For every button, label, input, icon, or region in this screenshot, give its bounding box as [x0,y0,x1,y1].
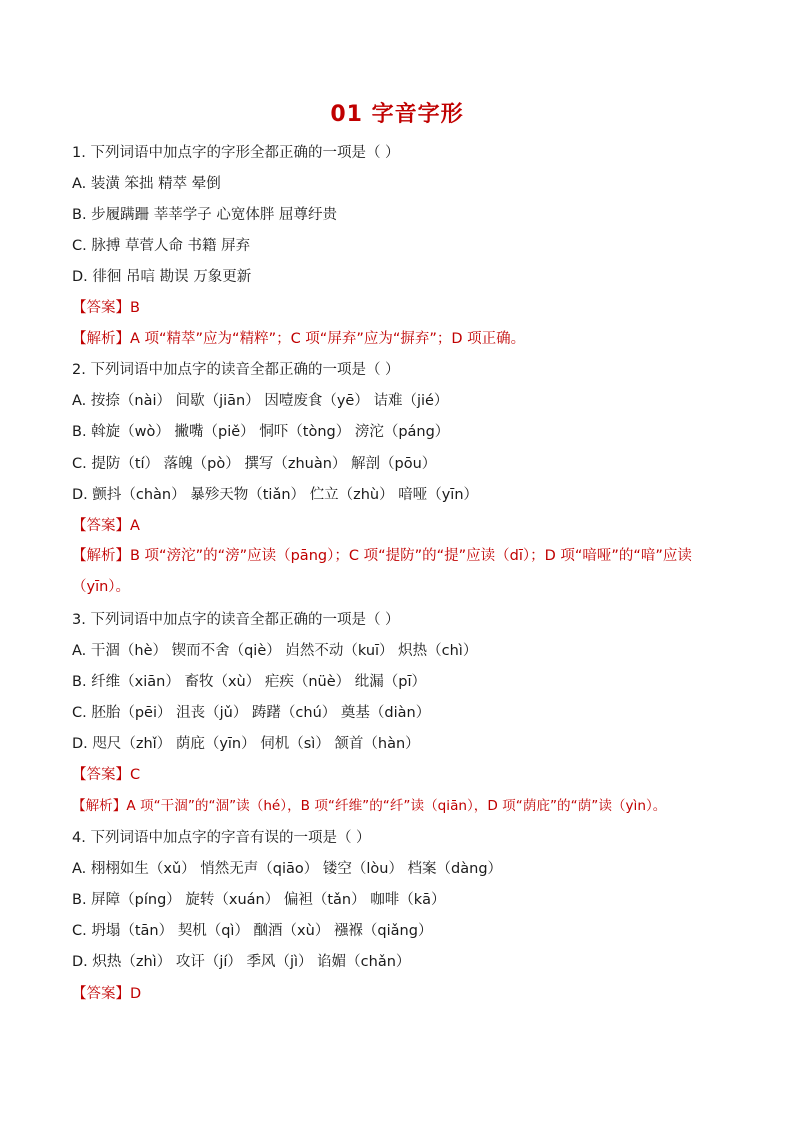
analysis-text: A 项“精萃”应为“精粹”；C 项“屏弃”应为“摒弃”；D 项正确。 [130,331,526,347]
answer-value: C [130,767,141,783]
answer-value: D [130,986,142,1002]
question-3-option-c: C. 胚胎（pēi） 沮丧（jǔ） 踌躇（chú） 奠基（diàn） [72,705,431,721]
question-1-answer [72,298,754,318]
question-3-option-d: D. 咫尺（zhǐ） 荫庇（yīn） 伺机（sì） 颔首（hàn） [72,736,420,752]
question-4-option-a: A. 栩栩如生（xǔ） 悄然无声（qiāo） 镂空（lòu） 档案（dàng） [72,861,503,877]
question-1-analysis [72,329,754,349]
answer-tag: 【答案】 [72,518,130,534]
answer-tag: 【答案】 [72,767,130,783]
question-2-answer [72,516,754,536]
analysis-tag: 【解析】 [72,548,130,564]
question-2-option-b: B. 斡旋（wò） 撇嘴（piě） 恫吓（tòng） 滂沱（páng） [72,424,450,440]
question-4-stem: 4. 下列词语中加点字的字音有误的一项是（ ） [72,830,371,846]
question-1-option-b: B. 步履蹒跚 莘莘学子 心宽体胖 屈尊纡贵 [72,207,337,223]
analysis-text: A 项“干涸”的“涸”读（hé），B 项“纤维”的“纤”读（qiān），D 项“荫庇”的“荫”读（yìn）。 [126,798,667,814]
question-1-option-a: A. 装潢 笨拙 精萃 晕倒 [72,176,221,192]
question-3-option-b: B. 纤维（xiān） 畜牧（xù） 疟疾（nüè） 纰漏（pī） [72,674,426,690]
question-1-option-d: D. 徘徊 吊唁 勘误 万象更新 [72,269,252,285]
question-2-option-c: C. 提防（tí） 落魄（pò） 撰写（zhuàn） 解剖（pōu） [72,456,437,472]
question-2-analysis [72,541,740,603]
answer-tag: 【答案】 [72,986,130,1002]
question-1-stem: 1. 下列词语中加点字的字形全都正确的一项是（ ） [72,145,400,161]
analysis-tag: 【解析】 [72,798,127,814]
question-4-option-c: C. 坍塌（tān） 契机（qì） 酗酒（xù） 襁褓（qiǎng） [72,923,433,939]
page-title: 01 字音字形 [330,102,464,127]
question-2-option-a: A. 按捺（nài） 间歇（jiān） 因噎废食（yē） 诘难（jié） [72,393,449,409]
question-1-option-c: C. 脉搏 草菅人命 书籍 屏弃 [72,238,251,254]
question-2-option-d: D. 颤抖（chàn） 暴殄天物（tiǎn） 伫立（zhù） 喑哑（yīn） [72,487,479,503]
question-3-stem: 3. 下列词语中加点字的读音全都正确的一项是（ ） [72,612,400,628]
analysis-tag: 【解析】 [72,331,130,347]
question-3-option-a: A. 干涸（hè） 锲而不舍（qiè） 岿然不动（kuī） 炽热（chì） [72,643,478,659]
answer-value: A [130,518,140,534]
analysis-text: B 项“滂沱”的“滂”应读（pāng）；C 项“提防”的“提”应读（dī）；D 项“喑哑”的“喑”应读（yīn）。 [72,548,692,595]
answer-value: B [130,300,140,316]
question-3-answer [72,765,754,785]
question-4-option-d: D. 炽热（zhì） 攻讦（jí） 季风（jì） 谄媚（chǎn） [72,954,411,970]
question-2-stem: 2. 下列词语中加点字的读音全都正确的一项是（ ） [72,362,400,378]
answer-tag: 【答案】 [72,300,130,316]
question-4-answer [72,984,754,1004]
question-3-analysis [72,796,754,816]
question-4-option-b: B. 屏障（píng） 旋转（xuán） 偏袒（tǎn） 咖啡（kā） [72,892,446,908]
